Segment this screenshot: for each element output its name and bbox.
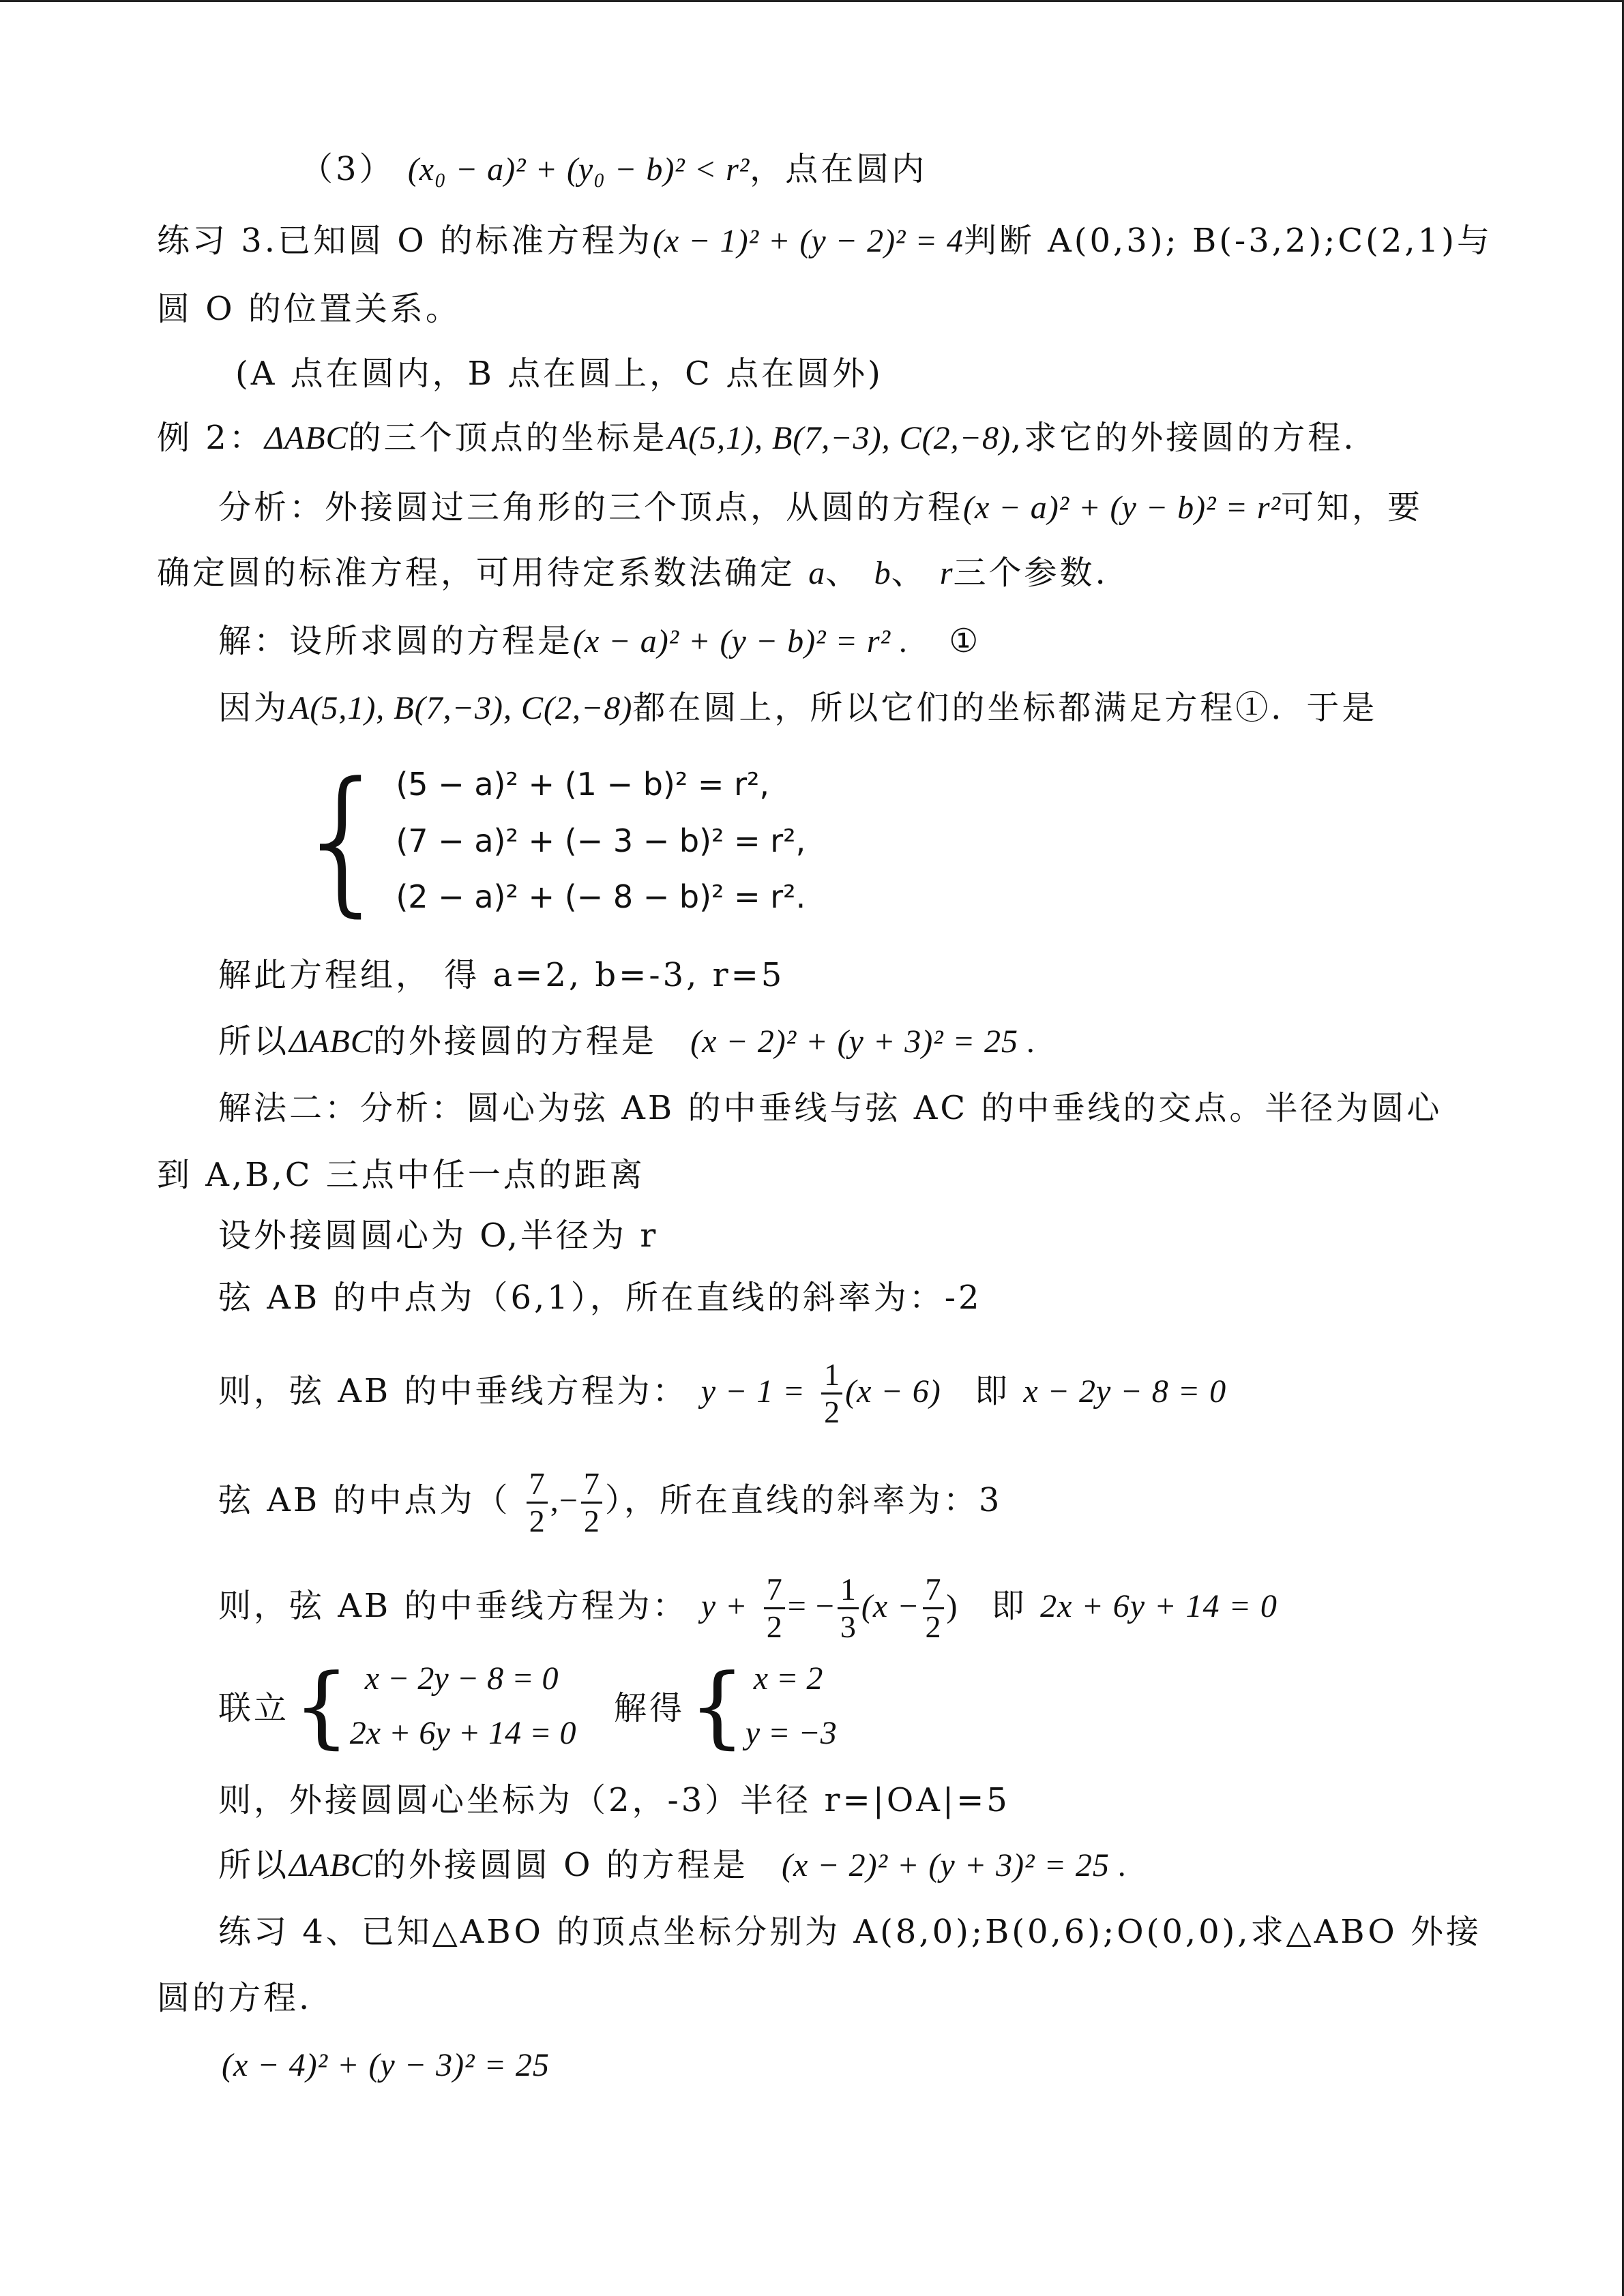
triangle-symbol: ΔABC bbox=[289, 1024, 373, 1060]
solved-text: 解得 bbox=[614, 1689, 685, 1727]
midpoint-ac-tail: ），所在直线的斜率为：3 bbox=[604, 1481, 1003, 1519]
bisector-ab-left: y − 1 = bbox=[700, 1373, 806, 1410]
because-label: 因为 bbox=[218, 689, 290, 727]
exercise-3-intro: 练习 3.已知圆 O 的标准方程为 bbox=[157, 222, 653, 260]
left-brace-icon: { bbox=[293, 749, 394, 931]
fraction-numerator: 7 bbox=[583, 1466, 600, 1501]
solution-intro: 解：设所求圆的方程是 bbox=[218, 622, 574, 660]
method-2-continued: 到 A,B,C 三点中任一点的距离 bbox=[157, 1156, 645, 1194]
simultaneous-label bbox=[218, 1688, 289, 1729]
exercise-3-points: 判断 A(0,3); B(-3,2);C(2,1)与 bbox=[963, 222, 1492, 260]
system-1-eq-3: (2 − a)² + (− 8 − b)² = r². bbox=[396, 878, 806, 915]
final-answer-equation: (x − 4)² + (y − 3)² = 25 bbox=[222, 2047, 550, 2083]
system-2-eq-2: 2x + 6y + 14 = 0 bbox=[349, 1715, 576, 1751]
fraction-one-half bbox=[821, 1357, 842, 1430]
bisector-ac-result: 2x + 6y + 14 = 0 bbox=[1040, 1588, 1278, 1624]
analysis-continued: 确定圆的标准方程，可用待定系数法确定 bbox=[157, 554, 796, 592]
center-line bbox=[218, 1215, 658, 1256]
conclusion-text: 的外接圆的方程是 bbox=[372, 1022, 657, 1060]
bisector-ac-left: y + bbox=[700, 1588, 748, 1624]
exercise-4-continued: 圆的方程. bbox=[157, 1979, 312, 2017]
exercise-3-line bbox=[157, 220, 1492, 262]
because-text: 都在圆上，所以它们的坐标都满足方程①．于是 bbox=[632, 689, 1378, 727]
exercise-3-answer bbox=[235, 353, 883, 394]
bisector-ac-label: 则，弦 AB 的中垂线方程为： bbox=[218, 1587, 688, 1625]
because-line bbox=[218, 687, 1377, 729]
fraction-numerator: 7 bbox=[925, 1572, 941, 1607]
solve-system-line bbox=[218, 955, 784, 996]
left-brace-icon: { bbox=[293, 1654, 350, 1758]
exercise-3-line-2 bbox=[157, 288, 461, 329]
fraction-7-2 bbox=[581, 1466, 602, 1539]
system-3-lines bbox=[745, 1658, 837, 1754]
analysis-end: 三个参数. bbox=[953, 554, 1108, 592]
system-1-lines bbox=[396, 757, 806, 924]
analysis-line-2 bbox=[157, 552, 1108, 594]
example-2-line bbox=[157, 417, 1357, 459]
standard-equation: (x − a)² + (y − b)² = r² bbox=[963, 490, 1281, 526]
exercise-4-line bbox=[218, 1911, 1481, 1952]
bisector-ac-line bbox=[218, 1572, 1278, 1645]
given-circle-formula: (x − 1)² + (y − 2)² = 4 bbox=[652, 223, 964, 259]
conclusion-2-line bbox=[218, 1845, 1127, 1886]
center-coordinates-text: 则，外接圆圆心坐标为（2，-3）半径 r=|OA|=5 bbox=[218, 1781, 1010, 1819]
fraction-denominator: 2 bbox=[824, 1395, 840, 1429]
midpoint-ab-text: 弦 AB 的中点为（6,1），所在直线的斜率为：-2 bbox=[218, 1279, 982, 1317]
separator: 、 bbox=[825, 554, 861, 592]
fraction-numerator: 1 bbox=[824, 1357, 840, 1392]
equation-marker: ① bbox=[949, 622, 981, 660]
exercise-3-continued: 圆 O 的位置关系。 bbox=[157, 290, 461, 328]
fraction-numerator: 7 bbox=[529, 1466, 545, 1501]
equation-system-2 bbox=[293, 1654, 576, 1758]
system-2-eq-1: x − 2y − 8 = 0 bbox=[364, 1660, 559, 1697]
simultaneous-text: 联立 bbox=[218, 1689, 290, 1727]
bisector-ab-right: (x − 6) bbox=[845, 1373, 941, 1410]
conclusion-2-text: 的外接圆圆 O 的方程是 bbox=[372, 1846, 748, 1884]
fraction-7-2 bbox=[527, 1466, 548, 1539]
equation-system-3 bbox=[689, 1654, 837, 1758]
conclusion-label: 所以 bbox=[218, 1022, 290, 1060]
method-2-text: 解法二：分析：圆心为弦 AB 的中垂线与弦 AC 的中垂线的交点。半径为圆心 bbox=[218, 1089, 1443, 1127]
paren-open: (x − bbox=[861, 1588, 920, 1624]
solution-equation: (x − a)² + (y − b)² = r² . bbox=[573, 623, 909, 659]
conclusion-2-label: 所以 bbox=[218, 1846, 290, 1884]
solution-line bbox=[218, 621, 981, 662]
center-coordinates-line bbox=[218, 1780, 1010, 1821]
fraction-numerator: 1 bbox=[840, 1572, 856, 1607]
example-2-question: ,求它的外接圆的方程. bbox=[1011, 419, 1357, 457]
param-r: r bbox=[939, 555, 954, 591]
system-2-lines bbox=[350, 1658, 576, 1754]
midpoint-ab-line bbox=[218, 1277, 982, 1318]
param-b: b bbox=[874, 555, 891, 591]
fraction-7-2 bbox=[764, 1572, 785, 1645]
fraction-7-2 bbox=[923, 1572, 944, 1645]
case-3-text: ，点在圆内 bbox=[750, 150, 928, 188]
bisector-ab-line bbox=[218, 1357, 1226, 1430]
separator: 、 bbox=[891, 554, 927, 592]
bisector-ab-result: x − 2y − 8 = 0 bbox=[1023, 1373, 1227, 1410]
namely-label: 即 bbox=[975, 1372, 1011, 1410]
solved-label bbox=[614, 1688, 685, 1729]
midpoint-ac-label: 弦 AB 的中点为（ bbox=[218, 1481, 511, 1519]
analysis-line bbox=[218, 487, 1423, 528]
example-2-label: 例 2： bbox=[157, 419, 265, 457]
fraction-denominator: 2 bbox=[529, 1504, 545, 1538]
exercise-4-text: 练习 4、已知△ABO 的顶点坐标分别为 A(8,0);B(0,6);O(0,0),求△ABO 外接 bbox=[218, 1913, 1482, 1951]
inequality-formula: (x₀ − a)² + (y₀ − b)² < r² bbox=[407, 151, 750, 188]
coordinate-separator: ,− bbox=[550, 1482, 578, 1519]
equation-system-1 bbox=[293, 749, 806, 931]
case-3-line bbox=[300, 149, 927, 190]
conclusion-line bbox=[218, 1021, 1036, 1062]
triangle-symbol: ΔABC bbox=[289, 1847, 373, 1883]
fraction-denominator: 2 bbox=[766, 1609, 782, 1644]
fraction-numerator: 7 bbox=[766, 1572, 782, 1607]
equals-minus: = − bbox=[787, 1588, 835, 1624]
vertices-formula: A(5,1), B(7,−3), C(2,−8) bbox=[289, 690, 633, 726]
fraction-denominator: 3 bbox=[840, 1609, 856, 1644]
midpoint-ac-line bbox=[218, 1466, 1002, 1539]
case-label: （3） bbox=[300, 150, 395, 188]
system-1-eq-1: (5 − a)² + (1 − b)² = r², bbox=[396, 766, 770, 803]
exercise-3-answer-text: (A 点在圆内，B 点在圆上，C 点在圆外) bbox=[235, 355, 883, 393]
example-2-text: 的三个顶点的坐标是 bbox=[348, 419, 668, 457]
system-1-eq-2: (7 − a)² + (− 3 − b)² = r², bbox=[396, 822, 806, 859]
analysis-tail: 可知，要 bbox=[1280, 488, 1423, 526]
system-3-eq-2: y = −3 bbox=[745, 1715, 837, 1751]
triangle-symbol: ΔABC bbox=[264, 420, 349, 456]
analysis-text: 分析：外接圆过三角形的三个顶点，从圆的方程 bbox=[218, 488, 964, 526]
solve-system-text: 解此方程组， 得 a=2, b=-3, r=5 bbox=[218, 956, 785, 994]
namely-label: 即 bbox=[991, 1587, 1027, 1625]
answer-equation-2: (x − 2)² + (y + 3)² = 25 . bbox=[781, 1847, 1127, 1883]
fraction-1-3 bbox=[838, 1572, 859, 1645]
final-answer-line bbox=[222, 2044, 550, 2086]
fraction-denominator: 2 bbox=[925, 1609, 941, 1644]
fraction-denominator: 2 bbox=[583, 1504, 600, 1538]
left-brace-icon: { bbox=[689, 1654, 745, 1758]
bisector-ab-label: 则，弦 AB 的中垂线方程为： bbox=[218, 1372, 688, 1410]
method-2-line bbox=[218, 1088, 1442, 1129]
paren-close: ) bbox=[946, 1588, 958, 1624]
vertices-formula: A(5,1), B(7,−3), C(2,−8) bbox=[667, 420, 1011, 456]
answer-equation: (x − 2)² + (y + 3)² = 25 . bbox=[690, 1024, 1037, 1060]
exercise-4-line-2 bbox=[157, 1978, 312, 2018]
system-3-eq-1: x = 2 bbox=[753, 1660, 823, 1697]
param-a: a bbox=[808, 555, 826, 591]
center-text: 设外接圆圆心为 O,半径为 r bbox=[218, 1217, 659, 1255]
method-2-line-2 bbox=[157, 1154, 645, 1195]
